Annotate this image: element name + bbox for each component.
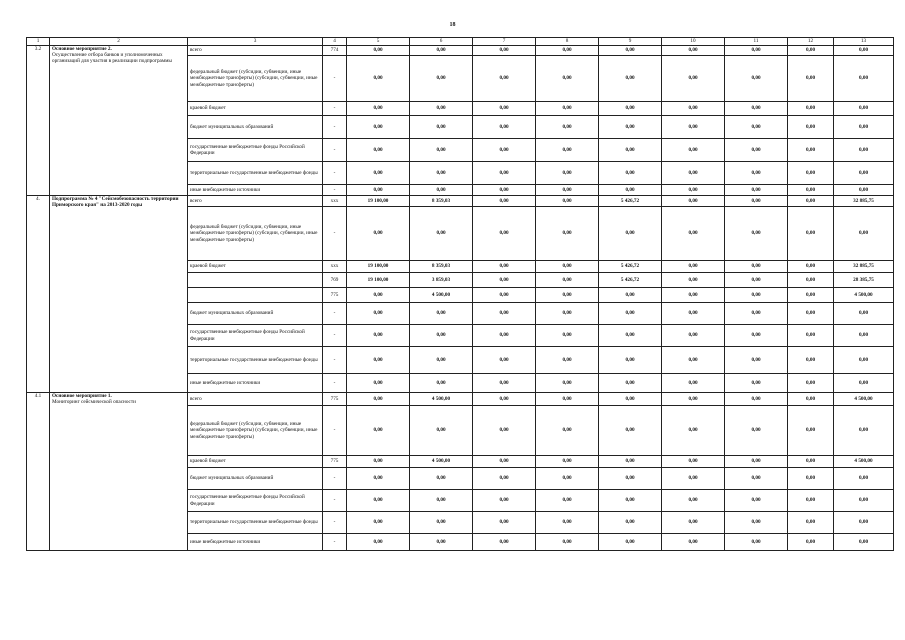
year-value: 4 500,00 — [410, 393, 473, 406]
year-value: 0,00 — [662, 196, 725, 207]
year-value: 0,00 — [788, 347, 834, 374]
year-value: 0,00 — [788, 374, 834, 393]
funding-source: государственные внебюджетные фонды Российской Федерации — [188, 490, 323, 512]
year-value: 0,00 — [725, 116, 788, 139]
year-value: 0,00 — [410, 162, 473, 185]
year-value: 0,00 — [662, 162, 725, 185]
year-value: 0,00 — [662, 490, 725, 512]
year-value: 0,00 — [788, 303, 834, 325]
year-value: 0,00 — [599, 56, 662, 102]
budget-code: - — [323, 512, 347, 534]
budget-code: 775 — [323, 393, 347, 406]
year-value: 0,00 — [599, 102, 662, 116]
funding-source: бюджет муниципальных образований — [188, 468, 323, 490]
year-value: 0,00 — [536, 139, 599, 162]
section-title-cell — [50, 196, 188, 393]
section-title-cell — [50, 393, 188, 551]
budget-code: - — [323, 162, 347, 185]
year-value: 0,00 — [347, 374, 410, 393]
column-number: 5 — [347, 38, 410, 46]
year-value: 0,00 — [788, 490, 834, 512]
section-title: Основное мероприятие 2. — [52, 46, 112, 52]
funding-source: всего — [188, 196, 323, 207]
year-value: 0,00 — [347, 456, 410, 468]
year-value: 0,00 — [725, 102, 788, 116]
column-number: 2 — [50, 38, 188, 46]
total-value: 0,00 — [834, 406, 894, 456]
total-value: 0,00 — [834, 303, 894, 325]
section-number: 4. — [27, 196, 50, 393]
year-value: 0,00 — [473, 490, 536, 512]
funding-source: иные внебюджетные источники — [188, 185, 323, 196]
year-value: 19 100,00 — [347, 261, 410, 273]
funding-source: краевой бюджет — [188, 261, 323, 273]
year-value: 0,00 — [473, 347, 536, 374]
year-value: 0,00 — [662, 185, 725, 196]
funding-source: всего — [188, 46, 323, 56]
total-value: 0,00 — [834, 185, 894, 196]
year-value: 0,00 — [410, 102, 473, 116]
year-value: 0,00 — [788, 325, 834, 347]
year-value: 0,00 — [788, 456, 834, 468]
year-value: 0,00 — [662, 207, 725, 261]
budget-code: - — [323, 406, 347, 456]
section-number: 4.1 — [27, 393, 50, 551]
year-value: 0,00 — [725, 46, 788, 56]
funding-source: государственные внебюджетные фонды Российской Федерации — [188, 325, 323, 347]
budget-code: 775 — [323, 288, 347, 303]
year-value: 0,00 — [473, 185, 536, 196]
year-value: 0,00 — [662, 139, 725, 162]
total-value: 0,00 — [834, 534, 894, 551]
column-number: 11 — [725, 38, 788, 46]
year-value: 0,00 — [725, 393, 788, 406]
year-value: 0,00 — [536, 261, 599, 273]
year-value: 0,00 — [788, 116, 834, 139]
funding-source: всего — [188, 393, 323, 406]
column-number: 1 — [27, 38, 50, 46]
year-value: 0,00 — [347, 512, 410, 534]
year-value: 0,00 — [725, 406, 788, 456]
table-row — [27, 196, 894, 207]
funding-source: территориальные государственные внебюджетные фонды — [188, 512, 323, 534]
year-value: 0,00 — [410, 46, 473, 56]
year-value: 0,00 — [788, 393, 834, 406]
year-value: 0,00 — [473, 325, 536, 347]
year-value: 8 359,03 — [410, 196, 473, 207]
funding-source: краевой бюджет — [188, 456, 323, 468]
section-title: Подпрограмма № 4 "Сейсмобезопасность территории Приморского края" на 2013-2020 годы — [52, 196, 179, 209]
budget-code: - — [323, 56, 347, 102]
column-number: 13 — [834, 38, 894, 46]
year-value: 0,00 — [536, 46, 599, 56]
year-value: 0,00 — [662, 374, 725, 393]
year-value: 0,00 — [725, 288, 788, 303]
budget-table — [26, 37, 894, 551]
year-value: 0,00 — [662, 46, 725, 56]
year-value: 0,00 — [788, 207, 834, 261]
year-value: 8 359,03 — [410, 261, 473, 273]
table-row — [27, 393, 894, 406]
year-value: 0,00 — [473, 196, 536, 207]
year-value: 0,00 — [599, 325, 662, 347]
year-value: 0,00 — [788, 406, 834, 456]
year-value: 0,00 — [536, 374, 599, 393]
year-value: 0,00 — [347, 347, 410, 374]
year-value: 0,00 — [473, 207, 536, 261]
budget-code: - — [323, 207, 347, 261]
table-row — [27, 46, 894, 56]
year-value: 0,00 — [599, 207, 662, 261]
total-value: 0,00 — [834, 325, 894, 347]
year-value: 0,00 — [536, 207, 599, 261]
year-value: 0,00 — [599, 185, 662, 196]
total-value: 0,00 — [834, 139, 894, 162]
column-number: 12 — [788, 38, 834, 46]
year-value: 0,00 — [347, 185, 410, 196]
year-value: 0,00 — [725, 456, 788, 468]
section-number: 3.2 — [27, 46, 50, 196]
year-value: 0,00 — [536, 325, 599, 347]
funding-source: бюджет муниципальных образований — [188, 303, 323, 325]
funding-source: бюджет муниципальных образований — [188, 116, 323, 139]
year-value: 0,00 — [347, 534, 410, 551]
total-value: 0,00 — [834, 46, 894, 56]
year-value: 0,00 — [536, 196, 599, 207]
year-value: 0,00 — [788, 185, 834, 196]
year-value: 0,00 — [473, 468, 536, 490]
year-value: 0,00 — [473, 261, 536, 273]
section-subtitle: Мониторинг сейсмической опасности — [52, 399, 136, 406]
year-value: 0,00 — [536, 116, 599, 139]
budget-code: 774 — [323, 46, 347, 56]
budget-code: - — [323, 139, 347, 162]
year-value: 0,00 — [473, 512, 536, 534]
budget-code: 775 — [323, 456, 347, 468]
budget-code: - — [323, 102, 347, 116]
budget-code: - — [323, 374, 347, 393]
year-value: 0,00 — [410, 468, 473, 490]
year-value: 19 100,00 — [347, 196, 410, 207]
total-value: 0,00 — [834, 102, 894, 116]
year-value: 0,00 — [725, 303, 788, 325]
year-value: 0,00 — [599, 456, 662, 468]
year-value: 0,00 — [473, 162, 536, 185]
budget-code: - — [323, 490, 347, 512]
year-value: 0,00 — [725, 273, 788, 288]
year-value: 0,00 — [347, 116, 410, 139]
page-number: 18 — [449, 22, 456, 28]
year-value: 0,00 — [410, 490, 473, 512]
year-value: 0,00 — [473, 116, 536, 139]
year-value: 0,00 — [788, 102, 834, 116]
total-value: 0,00 — [834, 512, 894, 534]
year-value: 0,00 — [536, 393, 599, 406]
column-number: 9 — [599, 38, 662, 46]
year-value: 0,00 — [536, 347, 599, 374]
year-value: 0,00 — [662, 303, 725, 325]
year-value: 0,00 — [662, 406, 725, 456]
year-value: 0,00 — [788, 261, 834, 273]
year-value: 0,00 — [410, 185, 473, 196]
year-value: 0,00 — [725, 374, 788, 393]
year-value: 0,00 — [536, 534, 599, 551]
year-value: 0,00 — [410, 116, 473, 139]
year-value: 0,00 — [473, 273, 536, 288]
year-value: 0,00 — [599, 534, 662, 551]
year-value: 0,00 — [788, 288, 834, 303]
funding-source: краевой бюджет — [188, 102, 323, 116]
year-value: 0,00 — [725, 185, 788, 196]
year-value: 0,00 — [347, 56, 410, 102]
year-value: 0,00 — [473, 374, 536, 393]
year-value: 0,00 — [410, 56, 473, 102]
year-value: 0,00 — [347, 139, 410, 162]
funding-source: федеральный бюджет (субсидии, субвенции, иные межбюджетные трансферты) (субсидии, субвенции, иные межбюджетные трансферты) — [188, 406, 323, 456]
year-value: 0,00 — [662, 456, 725, 468]
column-number: 6 — [410, 38, 473, 46]
year-value: 5 426,72 — [599, 261, 662, 273]
year-value: 0,00 — [788, 196, 834, 207]
funding-source: федеральный бюджет (субсидии, субвенции, иные межбюджетные трансферты) (субсидии, субвенции, иные межбюджетные трансферты) — [188, 207, 323, 261]
year-value: 0,00 — [347, 468, 410, 490]
year-value: 0,00 — [788, 139, 834, 162]
total-value: 4 500,00 — [834, 288, 894, 303]
year-value: 0,00 — [599, 116, 662, 139]
total-value: 0,00 — [834, 347, 894, 374]
year-value: 0,00 — [536, 102, 599, 116]
year-value: 0,00 — [599, 139, 662, 162]
year-value: 0,00 — [473, 303, 536, 325]
section-title-cell — [50, 46, 188, 196]
year-value: 0,00 — [725, 196, 788, 207]
year-value: 0,00 — [473, 139, 536, 162]
year-value: 0,00 — [599, 288, 662, 303]
budget-code: 769 — [323, 273, 347, 288]
total-value: 32 885,75 — [834, 196, 894, 207]
year-value: 0,00 — [347, 162, 410, 185]
year-value: 0,00 — [410, 207, 473, 261]
year-value: 0,00 — [725, 325, 788, 347]
year-value: 0,00 — [599, 303, 662, 325]
year-value: 5 426,72 — [599, 196, 662, 207]
budget-code: - — [323, 303, 347, 325]
year-value: 0,00 — [599, 490, 662, 512]
year-value: 0,00 — [599, 468, 662, 490]
year-value: 0,00 — [536, 512, 599, 534]
total-value: 0,00 — [834, 116, 894, 139]
year-value: 0,00 — [410, 534, 473, 551]
year-value: 0,00 — [410, 347, 473, 374]
year-value: 0,00 — [599, 512, 662, 534]
year-value: 0,00 — [536, 468, 599, 490]
year-value: 5 426,72 — [599, 273, 662, 288]
year-value: 0,00 — [410, 512, 473, 534]
column-number: 10 — [662, 38, 725, 46]
year-value: 0,00 — [410, 139, 473, 162]
year-value: 0,00 — [662, 512, 725, 534]
year-value: 0,00 — [725, 512, 788, 534]
total-value: 32 885,75 — [834, 261, 894, 273]
year-value: 0,00 — [662, 534, 725, 551]
year-value: 0,00 — [536, 162, 599, 185]
year-value: 0,00 — [788, 468, 834, 490]
year-value: 0,00 — [347, 207, 410, 261]
budget-code: - — [323, 185, 347, 196]
year-value: 0,00 — [473, 406, 536, 456]
funding-source: государственные внебюджетные фонды Российской Федерации — [188, 139, 323, 162]
year-value: 0,00 — [536, 273, 599, 288]
funding-source: территориальные государственные внебюджетные фонды — [188, 162, 323, 185]
budget-code: ххх — [323, 261, 347, 273]
year-value: 0,00 — [662, 102, 725, 116]
total-value: 28 385,75 — [834, 273, 894, 288]
column-number: 8 — [536, 38, 599, 46]
budget-code: - — [323, 534, 347, 551]
column-number: 7 — [473, 38, 536, 46]
year-value: 0,00 — [662, 468, 725, 490]
year-value: 0,00 — [536, 185, 599, 196]
year-value: 0,00 — [536, 288, 599, 303]
column-number: 3 — [188, 38, 323, 46]
year-value: 0,00 — [410, 325, 473, 347]
section-title: Основное мероприятие 1. — [52, 393, 112, 399]
year-value: 0,00 — [347, 490, 410, 512]
column-number-row — [27, 38, 894, 46]
year-value: 0,00 — [347, 325, 410, 347]
year-value: 0,00 — [662, 273, 725, 288]
year-value: 0,00 — [410, 406, 473, 456]
year-value: 0,00 — [725, 347, 788, 374]
year-value: 3 859,03 — [410, 273, 473, 288]
year-value: 0,00 — [410, 374, 473, 393]
year-value: 0,00 — [473, 46, 536, 56]
total-value: 0,00 — [834, 490, 894, 512]
total-value: 0,00 — [834, 468, 894, 490]
year-value: 0,00 — [536, 303, 599, 325]
year-value: 0,00 — [536, 406, 599, 456]
year-value: 0,00 — [473, 102, 536, 116]
year-value: 0,00 — [599, 162, 662, 185]
year-value: 0,00 — [473, 288, 536, 303]
column-number: 4 — [323, 38, 347, 46]
section-subtitle: Осуществление отбора банков и уполномоченных организаций для участия в реализации подпрограммы — [52, 52, 172, 65]
total-value: 0,00 — [834, 56, 894, 102]
year-value: 0,00 — [599, 46, 662, 56]
funding-source — [188, 273, 323, 288]
year-value: 0,00 — [347, 102, 410, 116]
year-value: 0,00 — [599, 406, 662, 456]
year-value: 0,00 — [662, 288, 725, 303]
year-value: 0,00 — [347, 406, 410, 456]
year-value: 0,00 — [725, 139, 788, 162]
year-value: 0,00 — [725, 468, 788, 490]
year-value: 19 100,00 — [347, 273, 410, 288]
year-value: 0,00 — [662, 325, 725, 347]
year-value: 0,00 — [473, 56, 536, 102]
year-value: 0,00 — [599, 393, 662, 406]
year-value: 0,00 — [788, 534, 834, 551]
year-value: 0,00 — [662, 347, 725, 374]
funding-source: территориальные государственные внебюджетные фонды — [188, 347, 323, 374]
total-value: 4 500,00 — [834, 393, 894, 406]
year-value: 0,00 — [725, 490, 788, 512]
funding-source — [188, 288, 323, 303]
year-value: 0,00 — [788, 273, 834, 288]
year-value: 0,00 — [725, 534, 788, 551]
year-value: 0,00 — [662, 261, 725, 273]
year-value: 0,00 — [347, 393, 410, 406]
year-value: 0,00 — [788, 46, 834, 56]
budget-code: - — [323, 116, 347, 139]
funding-source: иные внебюджетные источники — [188, 374, 323, 393]
year-value: 0,00 — [725, 162, 788, 185]
budget-code: ххх — [323, 196, 347, 207]
total-value: 0,00 — [834, 162, 894, 185]
year-value: 4 500,00 — [410, 456, 473, 468]
year-value: 0,00 — [788, 162, 834, 185]
year-value: 0,00 — [473, 393, 536, 406]
year-value: 0,00 — [662, 116, 725, 139]
year-value: 0,00 — [347, 303, 410, 325]
funding-source: иные внебюджетные источники — [188, 534, 323, 551]
year-value: 0,00 — [599, 374, 662, 393]
budget-code: - — [323, 347, 347, 374]
year-value: 0,00 — [788, 56, 834, 102]
year-value: 0,00 — [536, 456, 599, 468]
total-value: 4 500,00 — [834, 456, 894, 468]
year-value: 0,00 — [599, 347, 662, 374]
year-value: 0,00 — [473, 534, 536, 551]
year-value: 0,00 — [410, 303, 473, 325]
budget-code: - — [323, 325, 347, 347]
year-value: 0,00 — [536, 56, 599, 102]
year-value: 0,00 — [347, 46, 410, 56]
year-value: 4 500,00 — [410, 288, 473, 303]
total-value: 0,00 — [834, 207, 894, 261]
year-value: 0,00 — [788, 512, 834, 534]
budget-code: - — [323, 468, 347, 490]
year-value: 0,00 — [347, 288, 410, 303]
year-value: 0,00 — [662, 56, 725, 102]
year-value: 0,00 — [725, 56, 788, 102]
total-value: 0,00 — [834, 374, 894, 393]
funding-source: федеральный бюджет (субсидии, субвенции, иные межбюджетные трансферты) (субсидии, субвенции, иные межбюджетные трансферты) — [188, 56, 323, 102]
year-value: 0,00 — [536, 490, 599, 512]
year-value: 0,00 — [473, 456, 536, 468]
year-value: 0,00 — [725, 207, 788, 261]
year-value: 0,00 — [662, 393, 725, 406]
table-body — [27, 46, 894, 551]
year-value: 0,00 — [725, 261, 788, 273]
